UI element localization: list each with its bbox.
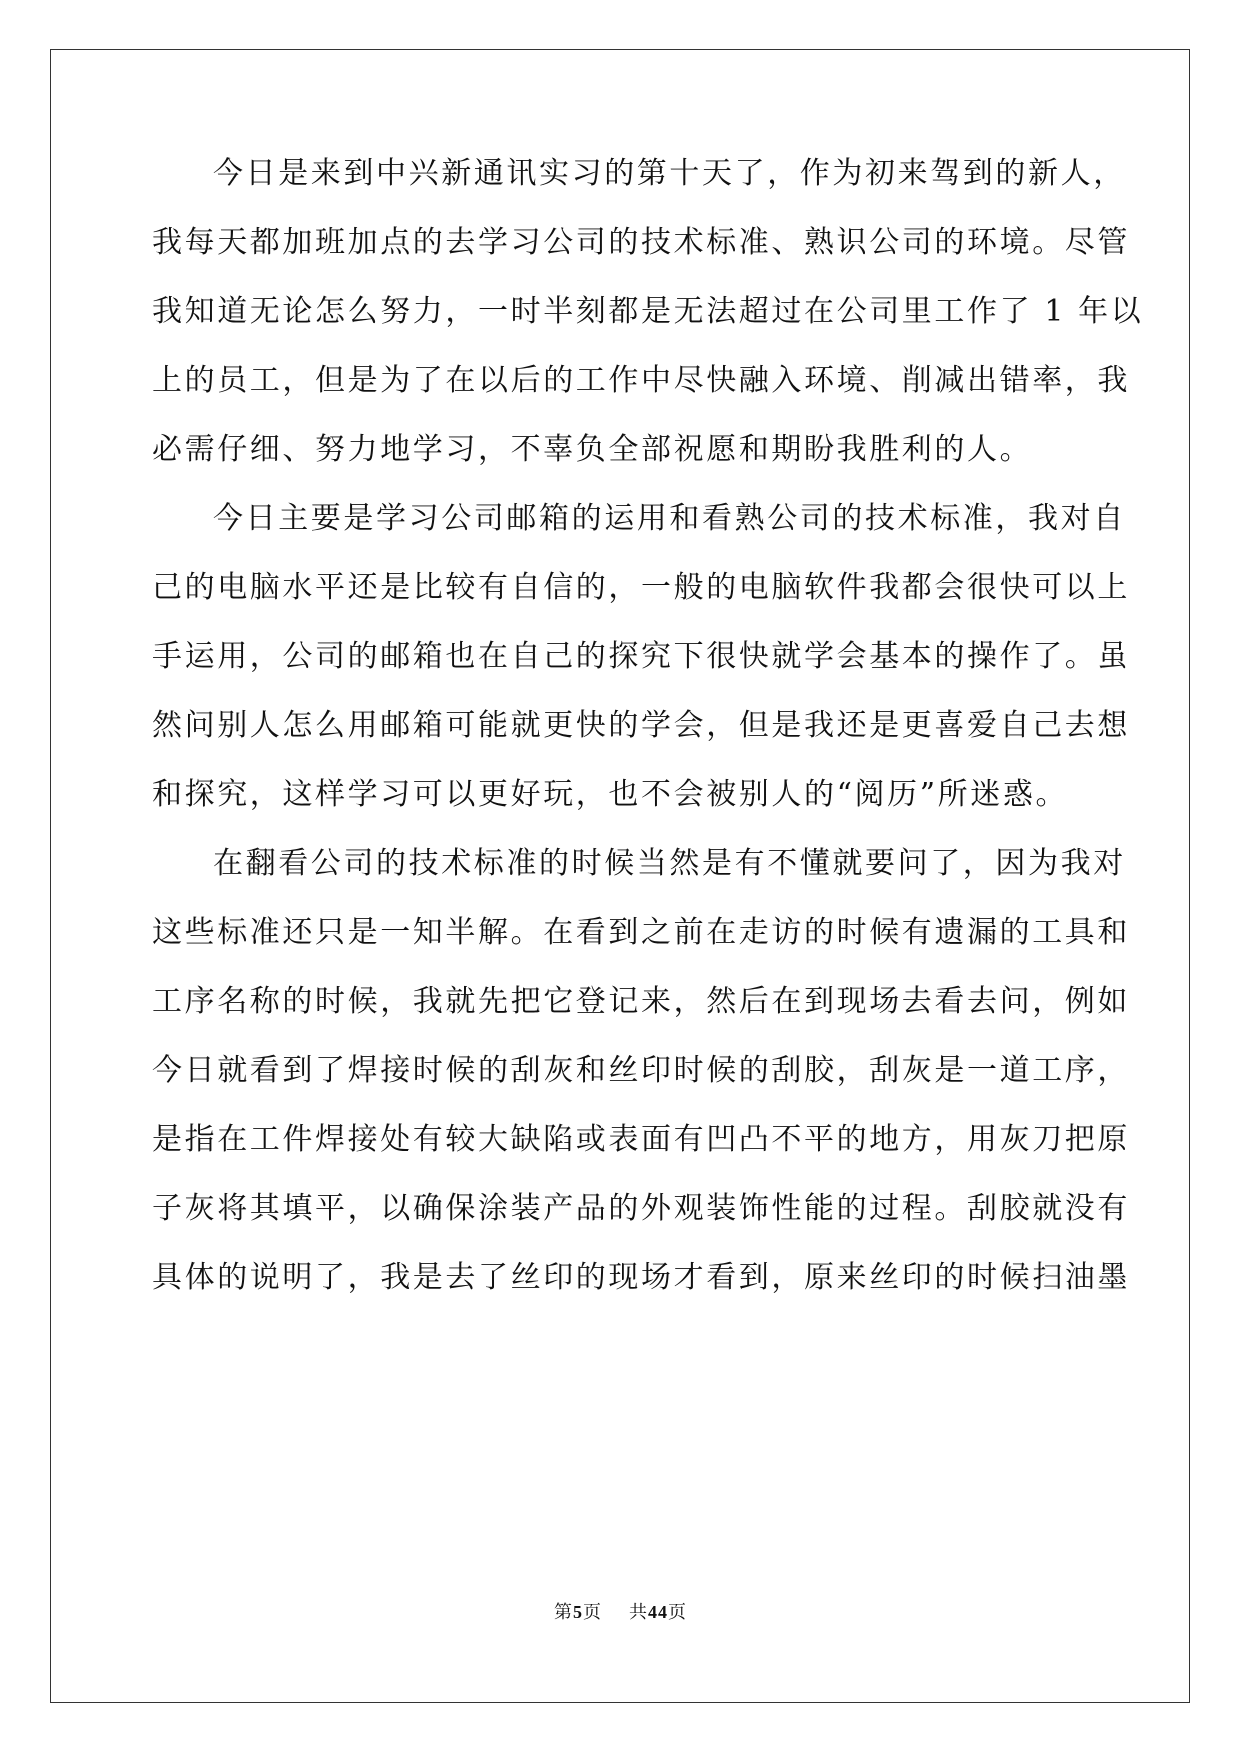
paragraph-1-line-3: 我知道无论怎么努力，一时半刻都是无法超过在公司里工作了 1 年以 (152, 294, 1144, 329)
footer-total-unit: 页 (667, 1602, 687, 1623)
paragraph-2-line-2: 己的电脑水平还是比较有自信的，一般的电脑软件我都会很快可以上 (152, 570, 1130, 605)
footer-total-prefix: 共 (628, 1602, 648, 1623)
paragraph-2-line-4: 然问别人怎么用邮箱可能就更快的学会，但是我还是更喜爱自己去想 (152, 708, 1130, 743)
paragraph-3-line-7: 具体的说明了，我是去了丝印的现场才看到，原来丝印的时候扫油墨 (152, 1260, 1130, 1295)
footer-prefix: 第 (554, 1602, 574, 1623)
paragraph-3-line-3: 工序名称的时候，我就先把它登记来，然后在到现场去看去问，例如 (152, 984, 1130, 1019)
paragraph-1-line-5: 必需仔细、努力地学习，不辜负全部祝愿和期盼我胜利的人。 (152, 432, 1033, 467)
paragraph-1-line-2: 我每天都加班加点的去学习公司的技术标准、熟识公司的环境。尽管 (152, 225, 1130, 260)
paragraph-1-line-1: 今日是来到中兴新通讯实习的第十天了，作为初来驾到的新人， (213, 156, 1126, 191)
paragraph-2-line-3: 手运用，公司的邮箱也在自己的探究下很快就学会基本的操作了。虽 (152, 639, 1130, 674)
paragraph-3-line-5: 是指在工件焊接处有较大缺陷或表面有凹凸不平的地方，用灰刀把原 (152, 1122, 1130, 1157)
footer-page-unit: 页 (583, 1602, 603, 1623)
page-footer (0, 1601, 1241, 1624)
paragraph-2-line-1: 今日主要是学习公司邮箱的运用和看熟公司的技术标准，我对自 (213, 501, 1126, 536)
paragraph-3-line-2: 这些标准还只是一知半解。在看到之前在走访的时候有遗漏的工具和 (152, 915, 1130, 950)
paragraph-3-line-4: 今日就看到了焊接时候的刮灰和丝印时候的刮胶，刮灰是一道工序， (152, 1053, 1130, 1088)
paragraph-2-line-5: 和探究，这样学习可以更好玩，也不会被别人的“阅历”所迷惑。 (152, 777, 1069, 812)
paragraph-3-line-6: 子灰将其填平，以确保涂装产品的外观装饰性能的过程。刮胶就没有 (152, 1191, 1130, 1226)
footer-total-pages: 44 (647, 1602, 668, 1622)
paragraph-3-line-1: 在翻看公司的技术标准的时候当然是有不懂就要问了，因为我对 (213, 846, 1126, 881)
footer-page-number: 5 (573, 1602, 584, 1622)
paragraph-1-line-4: 上的员工，但是为了在以后的工作中尽快融入环境、削减出错率，我 (152, 363, 1130, 398)
